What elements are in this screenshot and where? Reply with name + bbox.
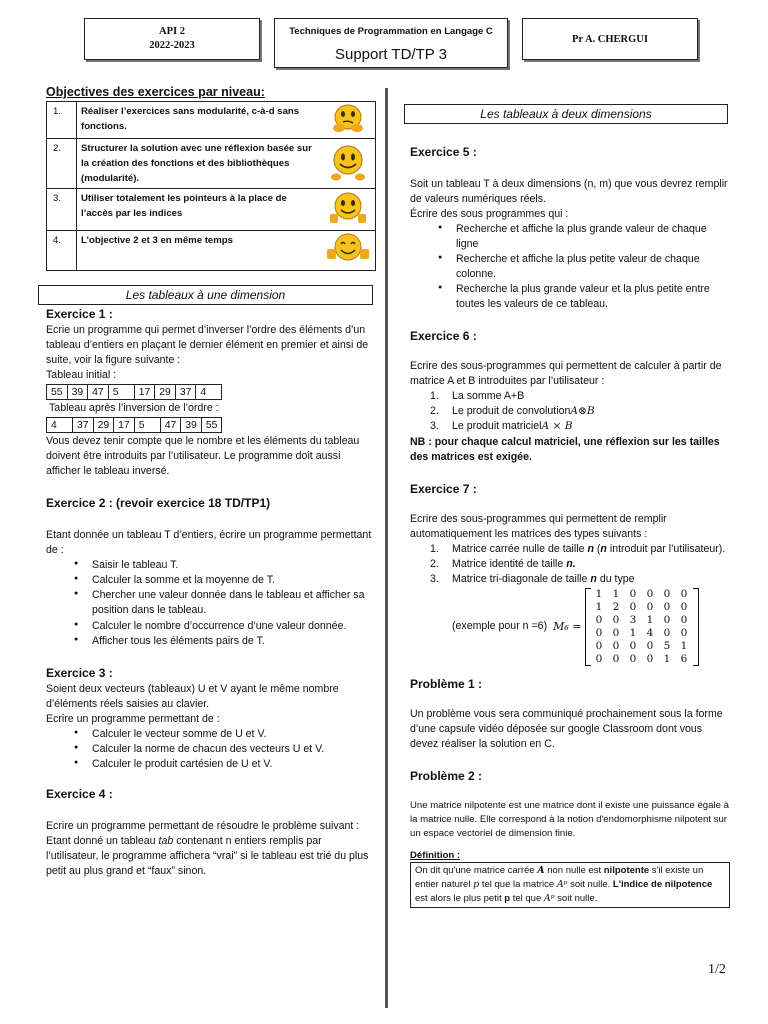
list-item: ● Calculer le nombre d’occurrence d’une valeur donnée.: [74, 619, 376, 634]
objective-num: 2.: [47, 139, 77, 189]
exercise-3-title: Exercice 3 :: [46, 665, 113, 680]
objective-row: [47, 231, 376, 271]
exercise-6-title: Exercice 6 :: [410, 329, 477, 344]
exercise-2-intro: Etant donnée un tableau T d’entiers, écrire un programme permettant de :: [46, 529, 372, 557]
reversed-array-table: [46, 417, 222, 433]
objectives-heading: Objectives des exercices par niveau:: [46, 85, 265, 99]
matrix-cell: 0: [629, 600, 637, 613]
matrix-cell: 1: [629, 626, 637, 639]
section-1d-arrays: Les tableaux à une dimension: [38, 285, 373, 305]
exercise-5-list: [410, 222, 730, 312]
matrix-cell: 4: [646, 626, 654, 639]
objective-num: 3.: [47, 189, 77, 231]
matrix-cell: 0: [612, 613, 620, 626]
objective-text: Structurer la solution avec une réflexion basée sur la création des fonctions et des bibliothèques (modularité).: [77, 139, 322, 189]
problem-2-text: Une matrice nilpotente est une matrice dont il existe une puissance égale à la matrice nulle. Elle correspond à la notion d'endomorphisme nilpotent sur un espace vectoriel de dimension finie.: [410, 799, 729, 839]
array-cell: 37: [175, 385, 196, 400]
exercise-3-intro2: Ecrire un programme permettant de :: [46, 712, 220, 725]
matrix-cell: 0: [663, 626, 671, 639]
matrix-cell: 0: [646, 600, 654, 613]
tridiagonal-matrix-example: [410, 588, 730, 666]
left-column: [46, 86, 376, 271]
list-item: ● Calculer le vecteur somme de U et V.: [74, 727, 376, 742]
thinking-emoji-icon: [322, 101, 376, 139]
list-item: ● Recherche la plus grande valeur et la plus petite entre toutes les valeurs de ce tableau.: [438, 282, 730, 312]
matrix-name: M₆ =: [553, 619, 582, 633]
left-column-content: [46, 285, 376, 879]
initial-array-table: [46, 384, 222, 400]
objective-text: Réaliser l’exercices sans modularité, c-à-d sans fonctions.: [77, 101, 322, 139]
array-cell: 47: [88, 385, 109, 400]
array-cell: 55: [47, 385, 68, 400]
matrix-cell: 1: [680, 639, 688, 652]
objectives-table: [46, 101, 376, 271]
objective-row: [47, 139, 376, 189]
list-item: ● Calculer la norme de chacun des vecteurs U et V.: [74, 742, 376, 757]
reversed-array-label: Tableau après l’inversion de l’ordre :: [49, 402, 219, 415]
exercise-3-intro: Soient deux vecteurs (tableaux) U et V ayant le même nombre d’éléments réels saisies au clavier.: [46, 682, 339, 710]
teacher-name: Pr A. CHERGUI: [572, 34, 648, 45]
thumbs-up-emoji-icon: [322, 189, 376, 231]
array-cell: 37: [73, 418, 94, 433]
double-thumbs-emoji-icon: [322, 231, 376, 271]
teacher-box: [522, 18, 698, 60]
initial-array-label: Tableau initial :: [46, 369, 117, 382]
objective-row: [47, 101, 376, 139]
course-box: [84, 18, 260, 60]
array-cell: 55: [201, 418, 222, 433]
matrix-cell: 0: [680, 626, 688, 639]
column-divider: [385, 88, 388, 1008]
problem-2-title: Problème 2 :: [410, 768, 483, 783]
objective-num: 4.: [47, 231, 77, 271]
array-cell: 17: [114, 418, 135, 433]
matrix-cell: 0: [646, 587, 654, 600]
objective-row: [47, 189, 376, 231]
matrix-row: [591, 653, 693, 666]
matrix-example-label: (exemple pour n =6): [452, 620, 548, 633]
matrix-cell: 1: [663, 652, 671, 665]
matrix-cell: 1: [595, 600, 603, 613]
matrix-cell: 0: [595, 626, 603, 639]
array-cell: 39: [181, 418, 202, 433]
exercise-6-list: [410, 389, 730, 434]
array-cell: 29: [93, 418, 114, 433]
section-2d-arrays: Les tableaux à deux dimensions: [404, 104, 728, 124]
array-cell: 4: [196, 385, 222, 400]
list-item: ● Calculer la somme et la moyenne de T.: [74, 573, 376, 588]
matrix-cell: 0: [629, 587, 637, 600]
problem-1-title: Problème 1 :: [410, 676, 483, 691]
array-cell: 29: [155, 385, 176, 400]
array-cell: 4: [47, 418, 73, 433]
right-column: [410, 104, 730, 908]
objective-text: Utiliser totalement les pointeurs à la place de l’accès par les indices: [77, 189, 322, 231]
title-box: [274, 18, 508, 68]
exercise-3-list: [46, 727, 376, 772]
array-cell: 39: [67, 385, 88, 400]
exercise-6-note: NB : pour chaque calcul matriciel, une réflexion sur les tailles des matrices est exigée.: [410, 435, 720, 463]
matrix-cell: 0: [612, 639, 620, 652]
exercise-5-title: Exercice 5 :: [410, 145, 477, 159]
list-item: ● Chercher une valeur donnée dans le tableau et afficher sa position dans le tableau.: [74, 588, 376, 618]
matrix-cell: 0: [612, 652, 620, 665]
matrix-cell: 0: [663, 587, 671, 600]
list-item: 3. Le produit matriciel A × B: [430, 420, 573, 433]
definition-box: On dit qu'une matrice carrée A non nulle est nilpotente s'il existe un entier naturel p tel que la matrice Aᵖ soit nulle. L'indice de nilpotence est alors le plus petit p tel que Aᵖ soit nulle.: [410, 862, 730, 907]
objective-text: L’objective 2 et 3 en même temps: [77, 231, 322, 271]
matrix-cell: 0: [680, 600, 688, 613]
matrix-cell: 0: [646, 639, 654, 652]
matrix-cell: 0: [680, 613, 688, 626]
array-cell: 17: [134, 385, 155, 400]
exercise-4-intro: Ecrire un programme permettant de résoudre le problème suivant :: [46, 819, 360, 832]
exercise-2-list: [46, 558, 376, 648]
matrix-row: [591, 588, 693, 601]
matrix-cell: 0: [612, 626, 620, 639]
list-item: ● Calculer le produit cartésien de U et V.: [74, 757, 376, 772]
matrix-cell: 1: [595, 587, 603, 600]
exercise-5-intro: Soit un tableau T à deux dimensions (n, m) que vous devrez remplir de valeurs numériques réels.: [410, 178, 728, 206]
matrix-cell: 0: [595, 652, 603, 665]
exercise-1-title: Exercice 1 :: [46, 307, 113, 321]
exercise-6-intro: Ecrire des sous-programmes qui permettent de calculer à partir de matrice A et B introduites par l’utilisateur :: [410, 360, 722, 388]
matrix-cell: 1: [612, 587, 620, 600]
exercise-1-intro: Ecrie un programme qui permet d’inverser l’ordre des éléments d’un tableau d’entiers en plaçant le dernier élément en premier et ainsi de suite, voir la figure suivante :: [46, 324, 369, 367]
matrix-cell: 5: [663, 639, 671, 652]
exercise-2-title: Exercice 2 : (revoir exercice 18 TD/TP1): [46, 496, 271, 511]
list-item: ● Recherche et affiche la plus petite valeur de chaque colonne.: [438, 252, 730, 282]
list-item: ● Saisir le tableau T.: [74, 558, 376, 573]
matrix-cell: 2: [612, 600, 620, 613]
array-cell: 5: [134, 418, 160, 433]
exercise-5-intro2: Écrire des sous programmes qui :: [410, 208, 569, 221]
exercise-7-title: Exercice 7 :: [410, 481, 477, 496]
matrix-cell: 0: [646, 652, 654, 665]
list-item: 2. Matrice identité de taille n.: [430, 557, 576, 570]
list-item: 1. La somme A+B: [430, 390, 525, 403]
page-number: 1/2: [708, 962, 726, 977]
matrix-cell: 0: [629, 652, 637, 665]
list-item: 2. Le produit de convolution A⊗B: [430, 405, 595, 418]
exercise-4-title: Exercice 4 :: [46, 786, 113, 801]
matrix-cell: 0: [595, 639, 603, 652]
academic-year: 2022-2023: [149, 39, 195, 51]
matrix-cell: 6: [680, 652, 688, 665]
matrix: [585, 588, 699, 666]
array-cell: 5: [108, 385, 134, 400]
smiling-emoji-icon: [322, 139, 376, 189]
matrix-cell: 0: [680, 587, 688, 600]
matrix-row: [591, 640, 693, 653]
list-item: 1. Matrice carrée nulle de taille n (n introduit par l’utilisateur).: [430, 542, 726, 555]
exercise-4-text: Etant donné un tableau tab contenant n entiers remplis par l’utilisateur, le programme affichera “vrai” si le tableau est trié du plus petit au plus grand et “faux” sinon.: [46, 834, 369, 877]
course-level: API 2: [159, 26, 185, 37]
objective-num: 1.: [47, 101, 77, 139]
matrix-row: [591, 601, 693, 614]
matrix-row: [591, 627, 693, 640]
matrix-cell: 0: [595, 613, 603, 626]
doc-title: Support TD/TP 3: [334, 46, 447, 64]
list-item: ● Recherche et affiche la plus grande valeur de chaque ligne: [438, 222, 730, 252]
definition-label: Définition :: [410, 849, 461, 861]
matrix-cell: 3: [629, 613, 637, 626]
matrix-cell: 1: [646, 613, 654, 626]
matrix-row: [591, 614, 693, 627]
problem-1-text: Un problème vous sera communiqué prochainement sous la forme d’une capsule vidéo déposée sur google Classroom dont vous devez réaliser la solution en C.: [410, 707, 723, 750]
list-item: ● Afficher tous les éléments pairs de T.: [74, 634, 376, 649]
exercise-1-outro: Vous devez tenir compte que le nombre et les éléments du tableau doivent être introduits par l’utilisateur. Le programme doit aussi afficher le tableau inversé.: [46, 435, 360, 478]
exercise-7-intro: Ecrire des sous-programmes qui permettent de remplir automatiquement les matrices des types suivants :: [410, 512, 667, 540]
matrix-cell: 0: [663, 600, 671, 613]
list-item: 3. Matrice tri-diagonale de taille n du type: [430, 572, 635, 585]
array-cell: 47: [160, 418, 181, 433]
subject: Techniques de Programmation en Langage C: [289, 26, 493, 37]
exercise-7-list: [410, 542, 730, 587]
matrix-cell: 0: [629, 639, 637, 652]
matrix-cell: 0: [663, 613, 671, 626]
